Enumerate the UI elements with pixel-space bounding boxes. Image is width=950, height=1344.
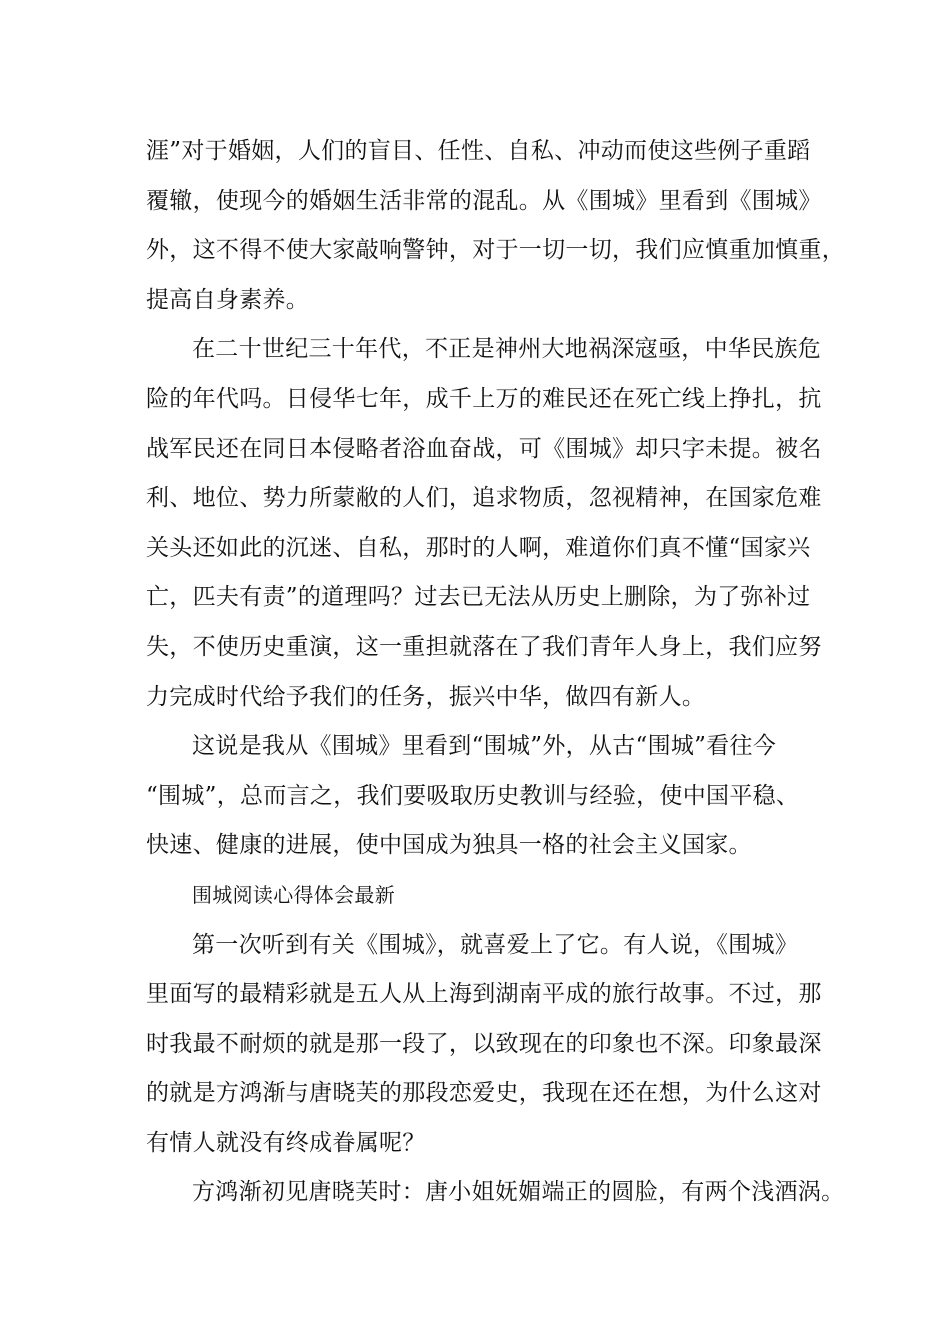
paragraph-first-line: 方鸿渐初见唐晓芙时：唐小姐妩媚端正的圆脸，有两个浅酒涡。 bbox=[192, 1179, 845, 1206]
text-line: 覆辙，使现今的婚姻生活非常的混乱。从《围城》里看到《围城》 bbox=[146, 187, 822, 214]
document-body bbox=[146, 127, 845, 1218]
text-line: 有情人就没有终成眷属呢？ bbox=[146, 1129, 426, 1156]
paragraph-first-line: 第一次听到有关《围城》，就喜爱上了它。有人说，《围城》 bbox=[192, 931, 799, 958]
text-line: 快速、健康的进展，使中国成为独具一格的社会主义国家。 bbox=[146, 832, 752, 859]
text-line: 战军民还在同日本侵略者浴血奋战，可《围城》却只字未提。被名 bbox=[146, 435, 822, 462]
text-line: 涯”对于婚姻，人们的盲目、任性、自私、冲动而使这些例子重蹈 bbox=[146, 138, 811, 164]
text-line: 的就是方鸿渐与唐晓芙的那段恋爱史，我现在还在想，为什么这对 bbox=[146, 1080, 822, 1107]
paragraph-first-line: 这说是我从《围城》里看到“围城”外，从古“围城”看往今 bbox=[192, 733, 777, 760]
text-line: 外，这不得不使大家敲响警钟，对于一切一切，我们应慎重加慎重， bbox=[146, 237, 845, 264]
text-line: 里面写的最精彩就是五人从上海到湖南平成的旅行故事。不过，那 bbox=[146, 981, 822, 1008]
text-line: 亡，匹夫有责”的道理吗？过去已无法从历史上删除，为了弥补过 bbox=[146, 584, 811, 611]
text-line: 时我最不耐烦的就是那一段了，以致现在的印象也不深。印象最深 bbox=[146, 1030, 822, 1057]
text-line: “围城”，总而言之，我们要吸取历史教训与经验，使中国平稳、 bbox=[146, 782, 800, 809]
text-line: 失，不使历史重演，这一重担就落在了我们青年人身上，我们应努 bbox=[146, 633, 822, 660]
text-line: 险的年代吗。日侵华七年，成千上万的难民还在死亡线上挣扎，抗 bbox=[146, 385, 822, 412]
section-heading: 围城阅读心得体会最新 bbox=[192, 882, 395, 907]
text-line: 关头还如此的沉迷、自私，那时的人啊，难道你们真不懂“国家兴 bbox=[146, 534, 811, 561]
text-line: 利、地位、势力所蒙敝的人们，追求物质，忽视精神，在国家危难 bbox=[146, 485, 822, 512]
paragraph-first-line: 在二十世纪三十年代，不正是神州大地祸深寇亟，中华民族危 bbox=[192, 336, 822, 363]
text-line: 提高自身素养。 bbox=[146, 286, 310, 313]
text-line: 力完成时代给予我们的任务，振兴中华，做四有新人。 bbox=[146, 683, 706, 710]
